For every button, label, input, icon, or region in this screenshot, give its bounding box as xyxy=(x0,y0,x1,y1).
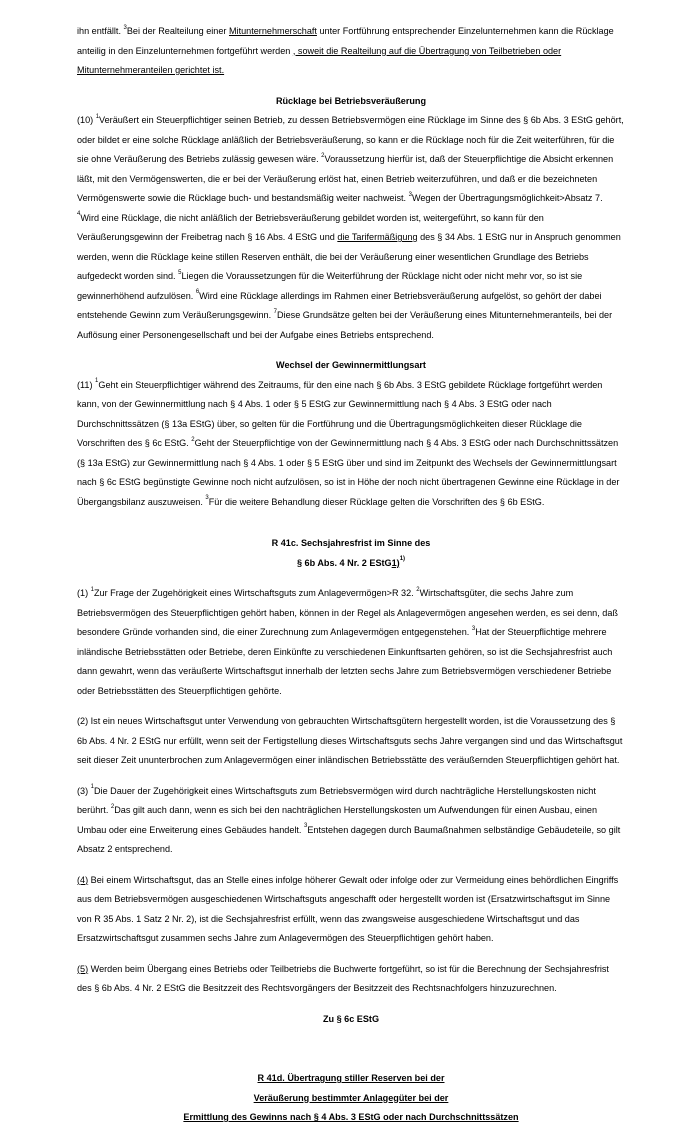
heading-r41d: R 41d. Übertragung stiller Reserven bei der Veräußerung bestimmter Anlagegüter bei der Ermittlung des Gewinns nach § 4 Abs. 3 EStG oder nach Durchschnittssätzen xyxy=(183,1073,519,1122)
heading-wechsel-gewinnermittlungsart: Wechsel der Gewinnermittlungsart xyxy=(276,360,426,370)
paragraph-10: (10) $^1$Veräußert ein Steuerpflichtiger seinen Betrieb, zu dessen Betriebsvermögen eine Rücklage im Sinne des § 6b Abs. 3 EStG gehört, oder bildet er eine solche Rücklage anläßlich der Betriebsveräußerung, so kann er die Rücklage noch für die Zeit weiterführen, für die sie ohne Veräußerung des Betriebs zulässig gewesen wäre. $^2$Voraussetzung hierfür ist, daß der Steuerpflichtige die Absicht erkennen läßt, mit den Vermögenswerten, die er bei der Veräußerung erlöst hat, einen Betrieb weiterzuführen, und daß er die bezeichneten Vermögenswerte sowie die Rücklage buch- und bestandsmäßig weiter nachweist. $^3$Wegen der Übertragungsmöglichkeit>Absatz 7. $^4$Wird eine Rücklage, die nicht anläßlich der Betriebsveräußerung gebildet worden ist, weitergeführt, so kann für den Veräußerungsgewinn der Freibetrag nach § 16 Abs. 4 EStG und die Tarifermäßigung des § 34 Abs. 1 EStG nur in Anspruch genommen werden, wenn die Rücklage keine stillen Reserven enthält, die bei der Veräußerung einer wesentlichen Grundlage des Betriebs aufgedeckt worden sind. $^5$Liegen die Voraussetzungen für die Weiterführung der Rücklage nicht oder nicht mehr vor, so ist sie gewinnerhöhend aufzulösen. $^6$Wird eine Rücklage allerdings im Rahmen einer Betriebsveräußerung aufgelöst, so gehört der dabei entstehende Gewinn zum Veräußerungsgewinn. $^7$Diese Grundsätze gelten bei der Veräußerung eines Mitunternehmeranteils, bei der Auflösung einer Personengesellschaft und bei der Aufgabe eines Betriebs entsprechend. xyxy=(77,113,624,340)
paragraph-r41c-5: (5) Werden beim Übergang eines Betriebs oder Teilbetriebs die Buchwerte fortgeführt, so ist für die Berechnung der Sechsjahresfrist des § 6b Abs. 4 Nr. 2 EStG die Besitzzeit des Rechtsvorgängers der Besitzzeit des Rechtsnachfolgers hinzuzurechnen. xyxy=(77,963,609,993)
paragraph-r41c-4: (4) Bei einem Wirtschaftsgut, das an Stelle eines infolge höherer Gewalt oder infolge oder zur Vermeidung eines behördlichen Eingriffs aus dem Betriebsvermögen ausgeschiedenen Wirtschaftsguts angeschafft oder hergestellt worden ist (Ersatzwirtschaftsgut im Sinne von R 35 Abs. 1 Satz 2 Nr. 2), ist die Sechsjahresfrist erfüllt, wenn das zwangsweise ausgeschiedene Wirtschaftsgut und das Ersatzwirtschaftsgut zusammen sechs Jahre zum Anlagevermögen des Steuerpflichtigen gehört haben. xyxy=(77,874,619,943)
heading-ruecklage-betriebsveraeusserung: Rücklage bei Betriebsveräußerung xyxy=(275,95,427,106)
heading-zu-6c-estg: Zu § 6c EStG xyxy=(322,1013,380,1024)
heading-r41c: R 41c. Sechsjahresfrist im Sinne des § 6b Abs. 4 Nr. 2 EStG1)$^{1)}$ xyxy=(271,538,431,568)
paragraph-continuation: ihn entfällt. $^3$Bei der Realteilung einer Mitunternehmerschaft unter Fortführung entsprechender Einzelunternehmen kann die Rücklage anteilig in den Einzelunternehmen fortgeführt werden , soweit die Realteilung auf die Übertragung von Teilbetrieben oder Mitunternehmeranteilen gerichtet ist. xyxy=(77,24,614,75)
document-page xyxy=(77,22,625,1128)
paragraph-r41c-3: (3) $^1$Die Dauer der Zugehörigkeit eines Wirtschaftsguts zum Betriebsvermögen wird durch nachträgliche Herstellungskosten nicht berührt. $^2$Das gilt auch dann, wenn es sich bei den nachträglichen Herstellungskosten um Aufwendungen für einen Ausbau, einen Umbau oder eine Erweiterung eines Gebäudes handelt. $^3$Entstehen dagegen durch Baumaßnahmen selbständige Gebäudeteile, so gilt Absatz 2 entsprechend. xyxy=(77,784,621,854)
paragraph-11: (11) $^1$Geht ein Steuerpflichtiger während des Zeitraums, für den eine nach § 6b Abs. 3 EStG gebildete Rücklage fortgeführt werden kann, von der Gewinnermittlung nach § 4 Abs. 1 oder § 5 EStG zur Gewinnermittlung nach § 4 Abs. 3 EStG oder nach Durchschnittssätzen (§ 13a EStG) über, so gelten für die Fortführung und die Übertragungsmöglichkeiten dieser Rücklage die Vorschriften des § 6c EStG. $^2$Geht der Steuerpflichtige von der Gewinnermittlung nach § 4 Abs. 3 EStG oder nach Durchschnittssätzen (§ 13a EStG) zur Gewinnermittlung nach § 4 Abs. 1 oder § 5 EStG über und sind im Zeitpunkt des Wechsels der Gewinnermittlungsart nach § 6c EStG begünstigte Gewinne noch nicht aufzulösen, so ist in Höhe der noch nicht übertragenen Gewinne eine Rücklage in der Übergangsbilanz auszuweisen. $^3$Für die weitere Behandlung dieser Rücklage gelten die Vorschriften des § 6b EStG. xyxy=(77,378,620,507)
footnote-link[interactable]: 1) xyxy=(391,557,400,568)
paragraph-r41c-2: (2) Ist ein neues Wirtschaftsgut unter Verwendung von gebrauchten Wirtschaftsgütern hergestellt worden, ist die Voraussetzung des § 6b Abs. 4 Nr. 2 EStG nur erfüllt, wenn seit der Fertigstellung dieses Wirtschaftsguts sechs Jahre vergangen sind und das Wirtschaftsgut seit dieser Zeit ununterbrochen zum Anlagevermögen einer inländischen Betriebsstätte des veräußernden Steuerpflichtigen gehört hat. xyxy=(77,716,623,765)
paragraph-r41c-1: (1) $^1$Zur Frage der Zugehörigkeit eines Wirtschaftsguts zum Anlagevermögen>R 32. $^2$Wirtschaftsgüter, die sechs Jahre zum Betriebsvermögen des Steuerpflichtigen gehört haben, können in der Regel als Anlagevermögen angesehen werden, es sei denn, daß besondere Gründe vorhanden sind, die einer Zurechnung zum Anlagevermögen entgegenstehen. $^3$Hat der Steuerpflichtige mehrere inländische Betriebsstätten oder Betriebe, deren Einkünfte zu verschiedenen Einkunftsarten gehören, so ist die Sechsjahresfrist auch dann gewahrt, wenn das veräußerte Wirtschaftsgut innerhalb der letzten sechs Jahre zum Betriebsvermögen verschiedener Betriebe oder Betriebsstätten des Steuerpflichtigen gehörte. xyxy=(77,586,618,696)
